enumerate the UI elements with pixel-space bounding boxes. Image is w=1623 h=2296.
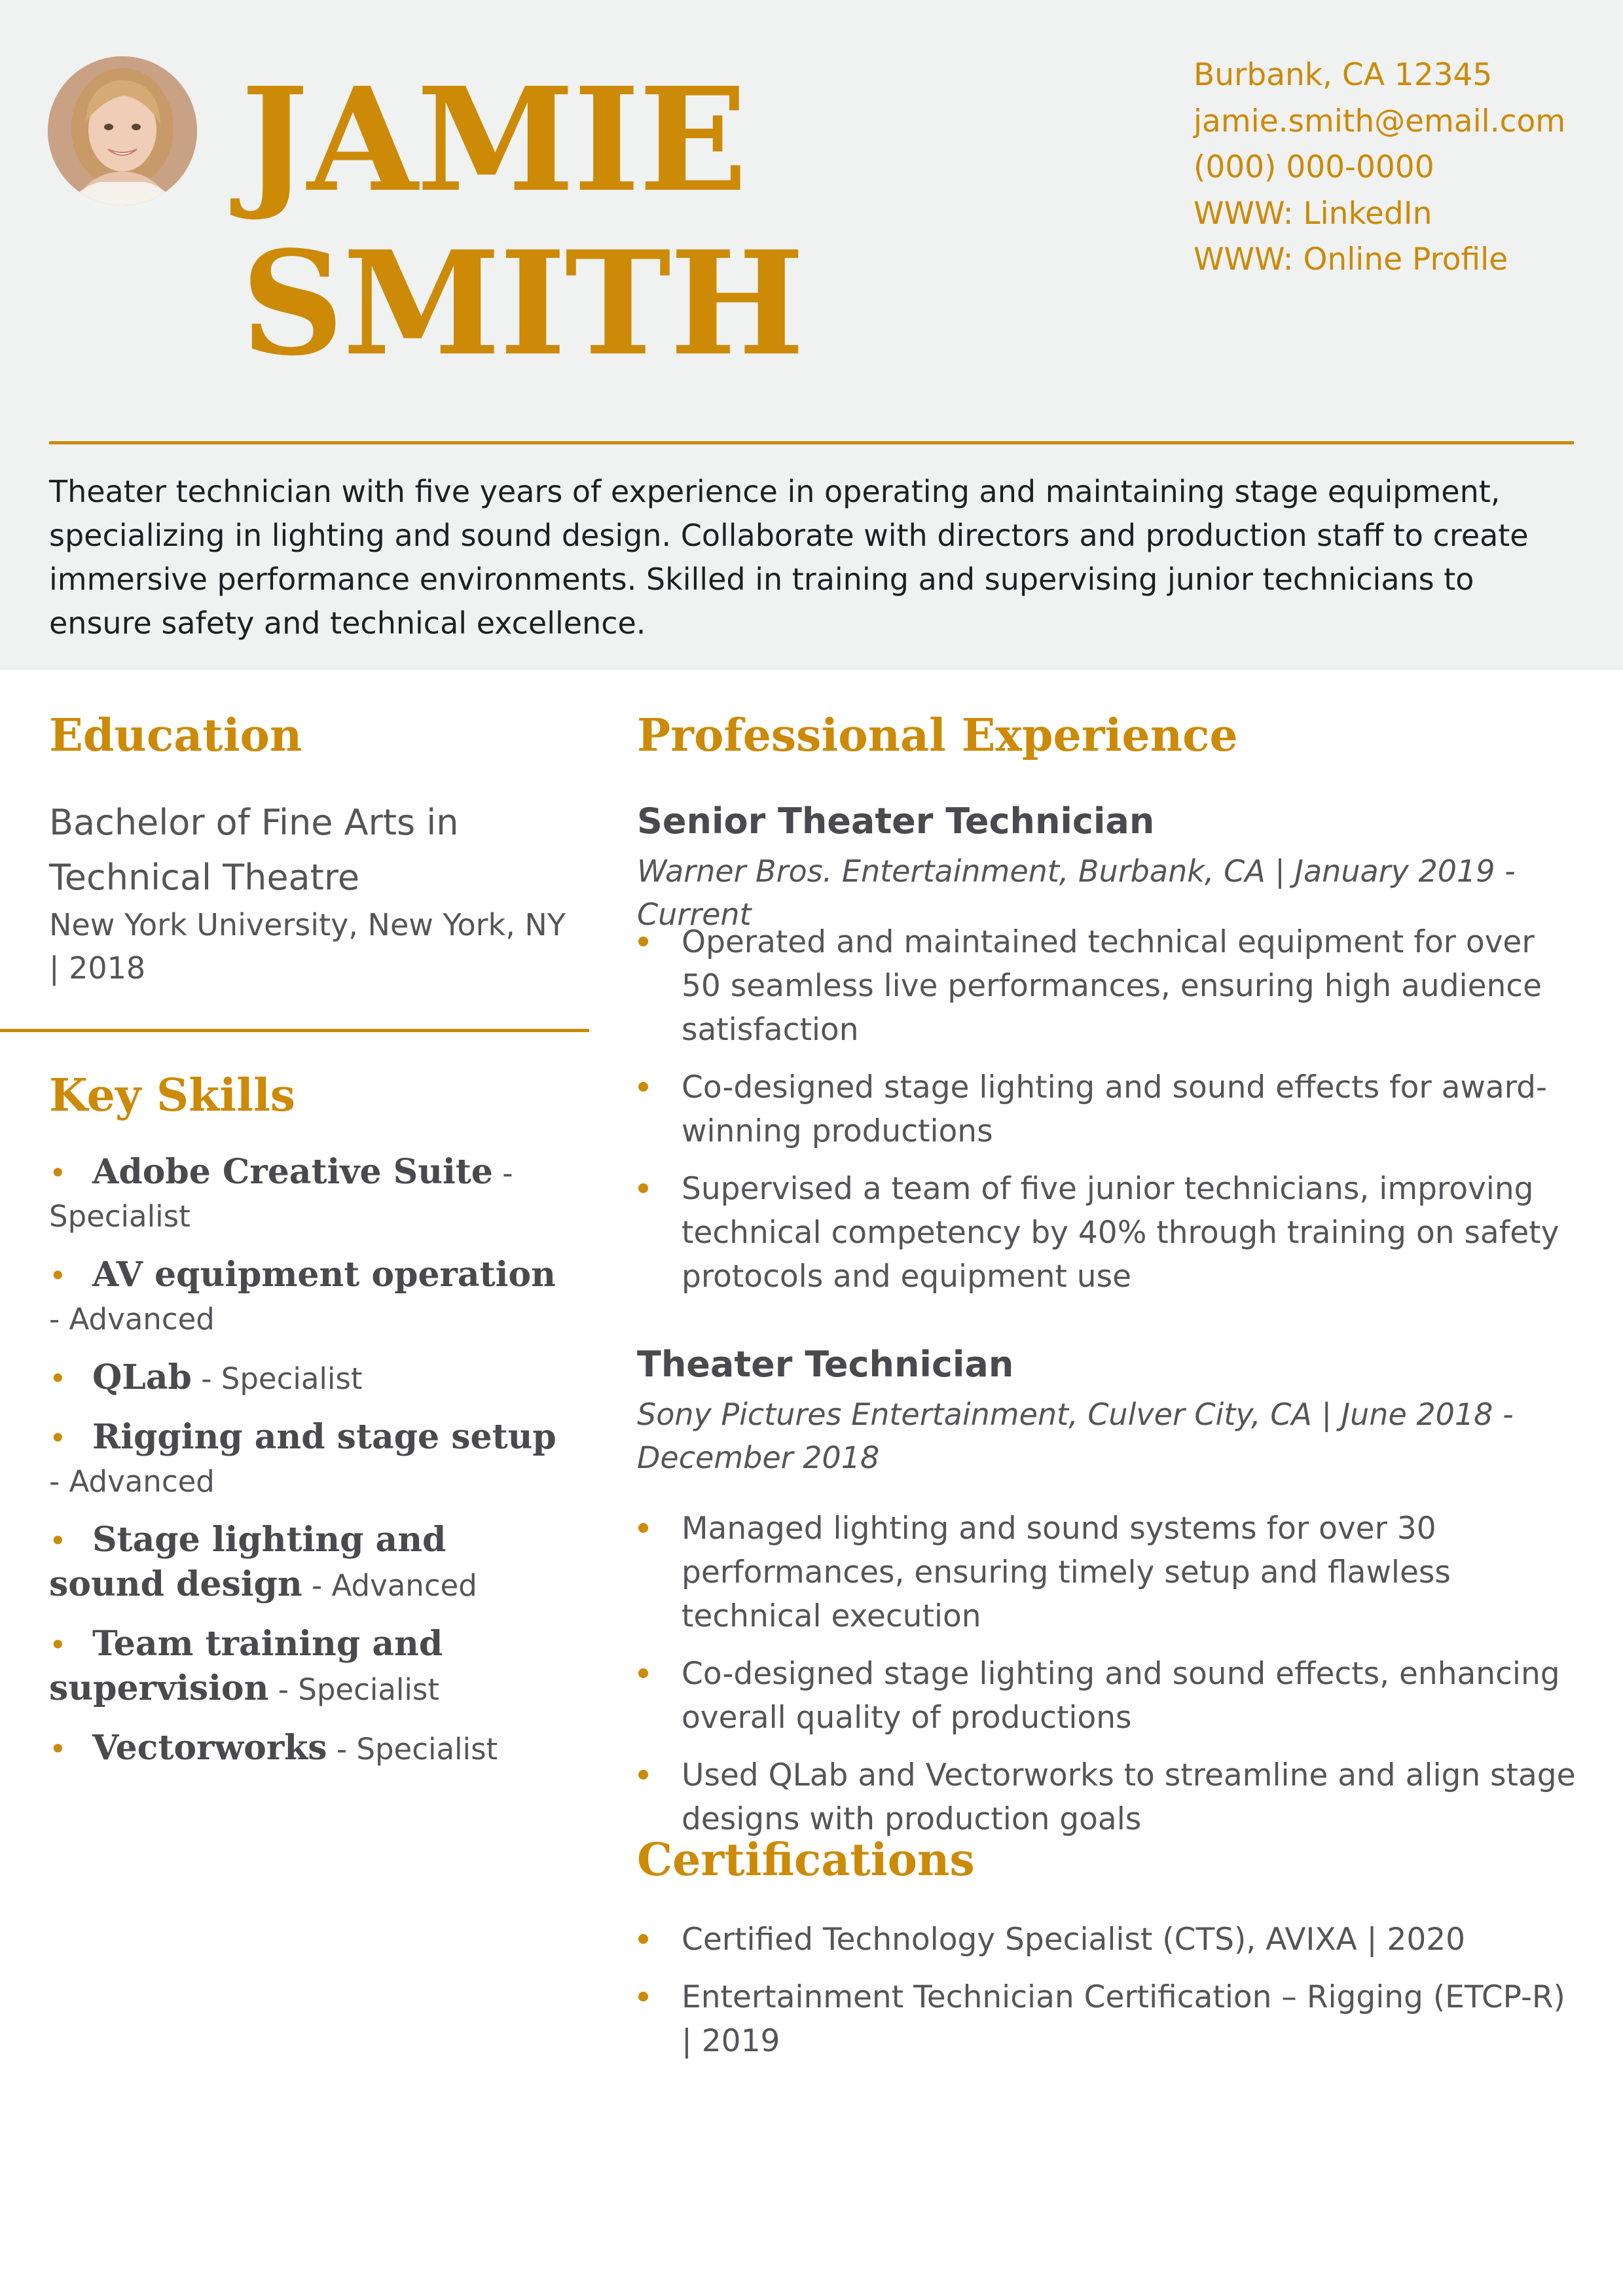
skill-item bbox=[49, 1356, 560, 1401]
skill-level: - Specialist bbox=[49, 1156, 513, 1234]
skill-item bbox=[49, 1253, 560, 1341]
bullet-icon: • bbox=[49, 1628, 67, 1662]
job-bullet: Supervised a team of five junior technicians, improving technical competency by 40% through training on safety protocols and equipment use bbox=[637, 1167, 1580, 1299]
skill-name: Rigging and stage setup bbox=[92, 1417, 556, 1457]
skill-item bbox=[49, 1151, 560, 1238]
last-name: SMITH bbox=[241, 220, 803, 387]
header-divider bbox=[49, 441, 1574, 444]
certification-item: Certified Technology Specialist (CTS), AVIXA | 2020 bbox=[637, 1918, 1580, 1962]
skills-list bbox=[49, 1151, 560, 1786]
contact-address: Burbank, CA 12345 bbox=[1194, 57, 1493, 93]
job-bullet: Managed lighting and sound systems for over 30 performances, ensuring timely setup and flawless technical execution bbox=[637, 1507, 1580, 1638]
contact-profile-link[interactable]: WWW: Online Profile bbox=[1194, 242, 1508, 278]
job-bullet: Operated and maintained technical equipment for over 50 seamless live performances, ensuring high audience satisfaction bbox=[637, 920, 1580, 1052]
skill-item bbox=[49, 1727, 560, 1771]
profile-photo bbox=[48, 56, 197, 206]
job-bullet: Co-designed stage lighting and sound effects, enhancing overall quality of productions bbox=[637, 1652, 1580, 1740]
bullet-icon: • bbox=[49, 1361, 67, 1396]
skill-level: - Advanced bbox=[49, 1464, 215, 1499]
skill-name: Team training and supervision bbox=[49, 1624, 443, 1708]
skill-name: QLab bbox=[92, 1357, 192, 1397]
bullet-icon: • bbox=[49, 1259, 67, 1293]
job-meta: Warner Bros. Entertainment, Burbank, CA | January 2019 - Current bbox=[637, 853, 1516, 932]
skill-level: - Advanced bbox=[302, 1568, 477, 1603]
professional-summary: Theater technician with five years of experience in operating and maintaining stage equipment, specializing in lighting and sound design. Collaborate with directors and production staff to create immersive performance environments. Skilled in training and supervising junior technicians to ensure safety and technical excellence. bbox=[49, 474, 1529, 641]
skill-level: - Specialist bbox=[191, 1361, 363, 1396]
key-skills-heading: Key Skills bbox=[49, 1069, 296, 1122]
contact-phone[interactable]: (000) 000-0000 bbox=[1194, 149, 1434, 185]
education-heading: Education bbox=[49, 709, 302, 762]
contact-email[interactable]: jamie.smith@email.com bbox=[1194, 103, 1566, 139]
skill-level: - Specialist bbox=[268, 1672, 439, 1707]
skill-level: - Advanced bbox=[49, 1302, 215, 1336]
certification-item: Entertainment Technician Certification – Rigging (ETCP-R) | 2019 bbox=[637, 1975, 1580, 2063]
job-bullet: Used QLab and Vectorworks to streamline and align stage designs with production goals bbox=[637, 1753, 1580, 1841]
education-degree: Bachelor of Fine Arts in Technical Theatre bbox=[49, 802, 459, 898]
certifications-list bbox=[637, 1918, 1580, 2077]
portrait-image bbox=[48, 56, 197, 206]
header-band bbox=[0, 0, 1623, 670]
skill-item bbox=[49, 1623, 560, 1712]
job-title: Senior Theater Technician bbox=[637, 800, 1155, 842]
bullet-icon: • bbox=[49, 1732, 67, 1767]
bullet-icon: • bbox=[49, 1524, 67, 1558]
job-bullets bbox=[637, 1507, 1580, 1855]
job-title: Theater Technician bbox=[637, 1344, 1014, 1385]
skill-name: AV equipment operation bbox=[92, 1255, 556, 1295]
job-meta: Sony Pictures Entertainment, Culver City, CA | June 2018 - December 2018 bbox=[637, 1397, 1514, 1475]
education-divider bbox=[0, 1029, 589, 1032]
skill-name: Adobe Creative Suite bbox=[92, 1152, 493, 1192]
certifications-heading: Certifications bbox=[637, 1834, 975, 1886]
contact-block bbox=[1194, 52, 1565, 283]
job-bullet: Co-designed stage lighting and sound effects for award-winning productions bbox=[637, 1066, 1580, 1153]
education-school: New York University, New York, NY | 2018 bbox=[49, 907, 566, 986]
skill-name: Vectorworks bbox=[92, 1728, 327, 1768]
bullet-icon: • bbox=[49, 1156, 67, 1191]
skill-level: - Specialist bbox=[327, 1732, 498, 1767]
experience-heading: Professional Experience bbox=[637, 709, 1238, 762]
skill-item bbox=[49, 1518, 560, 1607]
skill-name: Stage lighting and sound design bbox=[49, 1520, 447, 1604]
contact-linkedin-link[interactable]: WWW: LinkedIn bbox=[1194, 195, 1432, 232]
skill-item bbox=[49, 1416, 560, 1503]
first-name: JAMIE bbox=[241, 56, 746, 224]
job-bullets bbox=[637, 920, 1580, 1312]
bullet-icon: • bbox=[49, 1421, 67, 1456]
